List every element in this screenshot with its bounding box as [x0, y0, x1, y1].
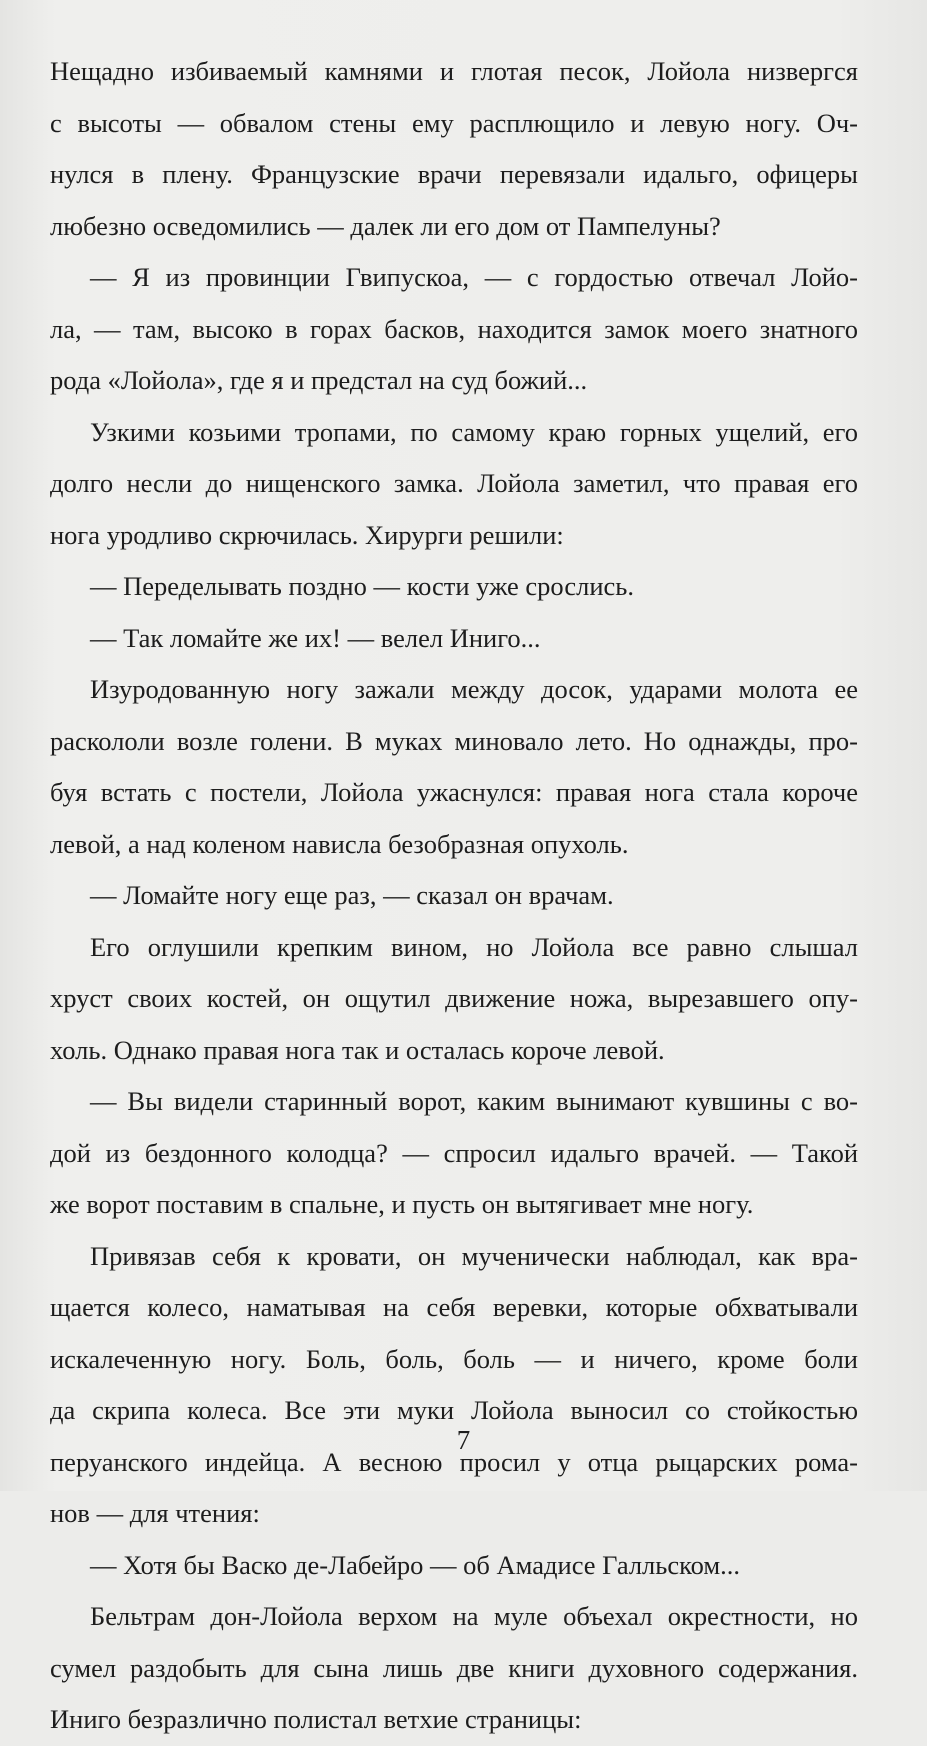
text-line: — Я из провинции Гвипускоа, — с гордостью отвечал Лойо-	[90, 262, 858, 292]
page-number: 7	[456, 1425, 471, 1455]
text-line: — Так ломайте же их! — велел Иниго...	[90, 622, 541, 653]
text-line: Узкими козьими тропами, по самому краю горных ущелий, его	[90, 416, 858, 447]
text-line: хруст своих костей, он ощутил движение ножа, вырезавшего опу-	[50, 983, 858, 1013]
text-line: — Ломайте ногу еще раз, — сказал он врачам.	[90, 880, 614, 910]
text-line: — Вы видели старинный ворот, каким вынимают кувшины с во-	[90, 1086, 858, 1116]
text-line: перуанского индейца. А весною просил у отца рыцарских рома-	[50, 1446, 858, 1477]
text-line: нов — для чтения:	[50, 1498, 260, 1528]
text-line: любезно осведомились — далек ли его дом от Пампелуны?	[50, 210, 721, 241]
text-line: Нещадно избиваемый камнями и глотая песок, Лойола низвергся	[50, 56, 858, 86]
text-line: буя встать с постели, Лойола ужаснулся: правая нога стала короче	[50, 777, 858, 807]
text-line: раскололи возле голени. В муках миновало лето. Но однажды, про-	[50, 725, 858, 756]
text-line: Бельтрам дон-Лойола верхом на муле объехал окрестности, но	[90, 1601, 858, 1631]
text-line: нулся в плену. Французские врачи перевязали идальго, офицеры	[50, 159, 858, 189]
text-line: Иниго безразлично полистал ветхие страницы:	[50, 1704, 582, 1734]
text-line: с высоты — обвалом стены ему расплющило и левую ногу. Оч-	[50, 107, 858, 138]
text-line: щается колесо, наматывая на себя веревки, которые обхватывали	[50, 1292, 858, 1322]
text-line: долго несли до нищенского замка. Лойола заметил, что правая его	[50, 468, 858, 498]
text-line: — Хотя бы Васко де-Лабейро — об Амадисе Галльском...	[90, 1549, 741, 1580]
text-line: нога уродливо скрючилась. Хирурги решили:	[50, 519, 564, 550]
text-line: — Переделывать поздно — кости уже срослись.	[90, 571, 634, 601]
text-line: ла, — там, высоко в горах басков, находится замок моего знатного	[50, 313, 858, 344]
text-line: дой из бездонного колодца? — спросил идальго врачей. — Такой	[50, 1137, 858, 1168]
text-line: Его оглушили крепким вином, но Лойола все равно слышал	[90, 931, 858, 962]
text-line: Изуродованную ногу зажали между досок, ударами молота ее	[90, 674, 858, 704]
text-line: Привязав себя к кровати, он мученически наблюдал, как вра-	[90, 1240, 858, 1271]
text-line: левой, а над коленом нависла безобразная опухоль.	[50, 828, 629, 859]
text-line: да скрипа колеса. Все эти муки Лойола выносил со стойкостью	[50, 1395, 858, 1425]
text-line: рода «Лойола», где я и предстал на суд божий...	[50, 365, 588, 395]
text-line: искалеченную ногу. Боль, боль, боль — и ничего, кроме боли	[50, 1343, 858, 1374]
text-line: же ворот поставим в спальне, и пусть он вытягивает мне ногу.	[50, 1189, 754, 1219]
text-line: холь. Однако правая нога так и осталась короче левой.	[50, 1034, 665, 1065]
text-line: сумел раздобыть для сына лишь две книги духовного содержания.	[50, 1652, 858, 1683]
